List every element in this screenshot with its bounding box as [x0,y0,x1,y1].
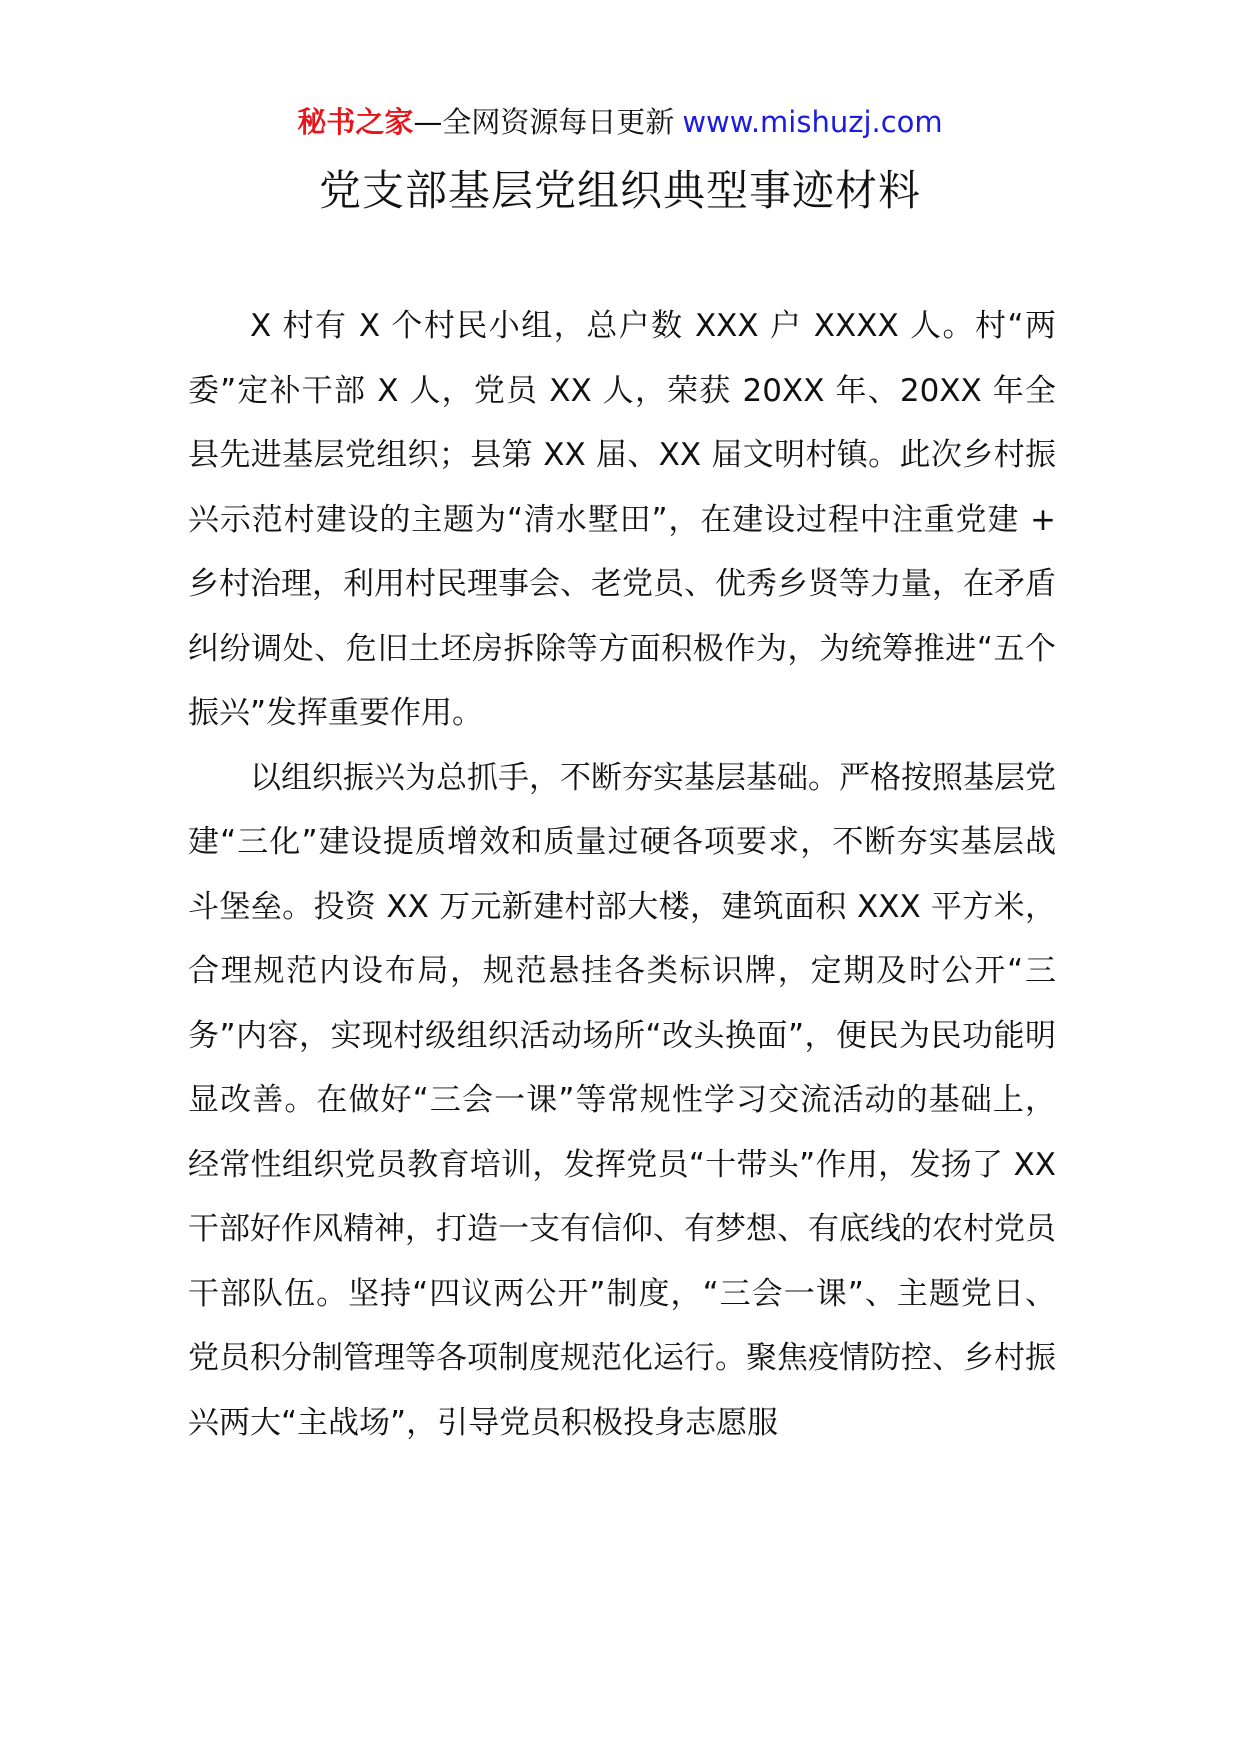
site-slogan: —全网资源每日更新 [413,105,675,139]
site-url-link[interactable]: www.mishuzj.com [682,105,943,139]
document-title: 党支部基层党组织典型事迹材料 [318,166,921,215]
document-body [188,294,1056,1455]
brand-name: 秘书之家 [297,105,414,139]
paragraph: 以组织振兴为总抓手，不断夯实基层基础。严格按照基层党建“三化”建设提质增效和质量过硬各项要求，不断夯实基层战斗堡垒。投资 XX 万元新建村部大楼，建筑面积 XXX 平方米，合理规范内设布局，规范悬挂各类标识牌，定期及时公开“三务”内容，实现村级组织活动场所“改头换面”，便民为民功能明显改善。在做好“三会一课”等常规性学习交流活动的基础上，经常性组织党员教育培训，发挥党员“十带头”作用，发扬了 XX 干部好作风精神，打造一支有信仰、有梦想、有底线的农村党员干部队伍。坚持“四议两公开”制度，“三会一课”、主题党日、党员积分制管理等各项制度规范化运行。聚焦疫情防控、乡村振兴两大“主战场”，引导党员积极投身志愿服 [188,759,1056,1441]
site-header [0,102,1240,142]
paragraph: X 村有 X 个村民小组，总户数 XXX 户 XXXX 人。村“两委”定补干部 X 人，党员 XX 人，荣获 20XX 年、20XX 年全县先进基层党组织；县第 XX 届、XX 届文明村镇。此次乡村振兴示范村建设的主题为“清水墅田”，在建设过程中注重党建 + 乡村治理，利用村民理事会、老党员、优秀乡贤等力量，在矛盾纠纷调处、危旧土坯房拆除等方面积极作为，为统筹推进“五个振兴”发挥重要作用。 [188,308,1056,731]
